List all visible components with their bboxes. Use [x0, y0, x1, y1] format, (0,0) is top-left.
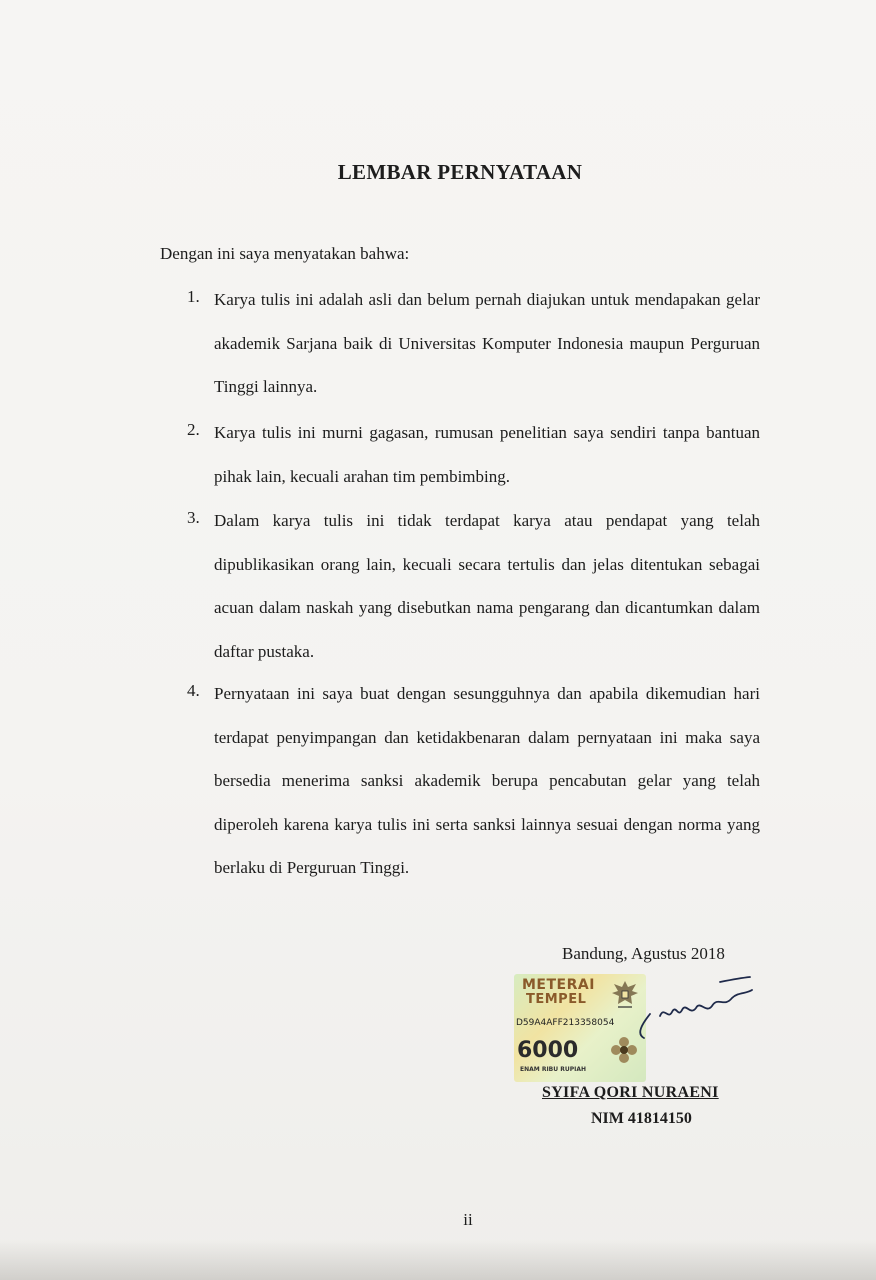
list-item-number: 2. [187, 420, 200, 439]
scan-shadow [0, 1240, 876, 1280]
list-item-text: Karya tulis ini murni gagasan, rumusan penelitian saya sendiri tanpa bantuan pihak lain, kecuali arahan tim pembimbing. [214, 423, 760, 486]
place-date: Bandung, Agustus 2018 [562, 944, 725, 963]
list-item-text: Dalam karya tulis ini tidak terdapat karya atau pendapat yang telah dipublikasikan orang lain, kecuali secara tertulis dan jelas ditentukan sebagai acuan dalam naskah yang disebutkan nama pengarang dan dicantumkan dalam daftar pustaka. [214, 511, 760, 661]
list-item-number: 1. [187, 287, 200, 306]
document-title: LEMBAR PERNYATAAN [337, 160, 583, 184]
stamp-serial: D59A4AFF213358054 [516, 1018, 615, 1028]
stamp-label-meterai: METERAI [522, 977, 595, 993]
list-item-text: Karya tulis ini adalah asli dan belum pernah diajukan untuk mendapakan gelar akademik Sarjana baik di Universitas Komputer Indonesia maupun Perguruan Tinggi lainnya. [214, 290, 760, 396]
stamp-label-tempel: TEMPEL [526, 992, 587, 1007]
stamp-value: 6000 [517, 1038, 579, 1063]
intro-statement: Dengan ini saya menyatakan bahwa: [160, 244, 410, 263]
stamp-value-words: ENAM RIBU RUPIAH [520, 1066, 586, 1073]
list-item-number: 3. [187, 508, 200, 527]
signatory-id: NIM 41814150 [591, 1110, 692, 1127]
page-number: ii [463, 1210, 473, 1229]
list-item-text: Pernyataan ini saya buat dengan sesungguhnya dan apabila dikemudian hari terdapat penyimpangan dan ketidakbenaran dalam pernyataan ini maka saya bersedia menerima sanksi akademik berupa pencabutan gelar yang telah diperoleh karena karya tulis ini serta sanksi lainnya sesuai dengan norma yang berlaku di Perguruan Tinggi. [214, 684, 760, 877]
list-item-number: 4. [187, 681, 200, 700]
handwritten-signature [620, 968, 770, 1048]
signatory-name: SYIFA QORI NURAENI [542, 1084, 719, 1101]
